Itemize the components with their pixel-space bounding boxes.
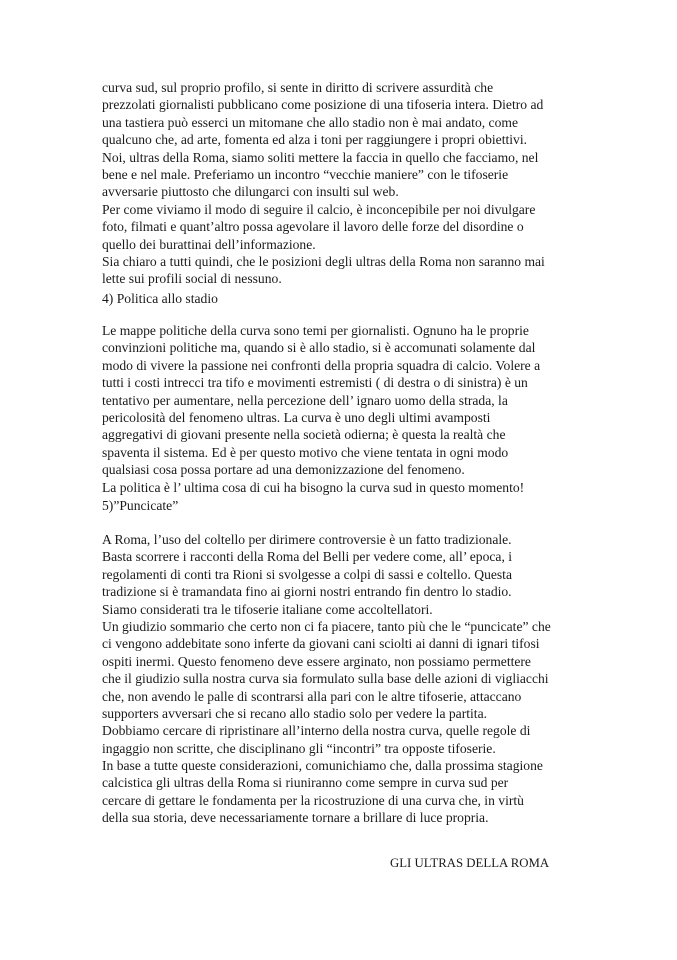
text-line: ospiti inermi. Questo fenomeno deve essere arginato, non possiamo permettere <box>102 653 531 669</box>
section-heading-puncicate: 5)”Puncicate” <box>102 498 179 513</box>
text-line: Sia chiaro a tutti quindi, che le posizioni degli ultras della Roma non saranno mai <box>102 254 545 270</box>
text-line: qualcuno che, ad arte, fomenta ed alza i toni per raggiungere i propri obiettivi. <box>102 132 528 148</box>
text-line: pericolosità del fenomeno ultras. La curva è uno degli ultimi avamposti <box>102 410 491 426</box>
text-line: bene e nel male. Preferiamo un incontro “vecchie maniere” con le tifoserie <box>102 167 509 183</box>
section-heading-politics: 4) Politica allo stadio <box>102 291 218 306</box>
text-line: regolamenti di conti tra Rioni si svolgesse a colpi di sassi e coltello. Questa <box>102 566 512 582</box>
text-line: della sua storia, deve necessariamente tornare a brillare di luce propria. <box>102 810 489 826</box>
text-line: Noi, ultras della Roma, siamo soliti mettere la faccia in quello che facciamo, nel <box>102 149 539 165</box>
paragraph-web-profiles <box>102 79 577 288</box>
text-line: curva sud, sul proprio profilo, si sente in diritto di scrivere assurdità che <box>102 80 494 95</box>
text-line: modo di vivere la passione nei confronti della propria squadra di calcio. Volere a <box>102 357 541 373</box>
text-line: Basta scorrere i racconti della Roma del Belli per vedere come, all’ epoca, i <box>102 549 513 565</box>
text-line: spaventa il sistema. Ed è per questo motivo che viene tentata in ogni modo <box>102 444 509 460</box>
paragraph-puncicate <box>102 531 577 757</box>
text-line: avversarie piuttosto che dilungarci con insulti sul web. <box>102 184 399 200</box>
text-line: tradizione si è tramandata fino ai giorni nostri entrando fin dentro lo stadio. <box>102 584 512 600</box>
text-line: tutti i costi intrecci tra tifo e movimenti estremisti ( di destra o di sinistra) è un <box>102 375 528 391</box>
text-line: qualsiasi cosa possa portare ad una demonizzazione del fenomeno. <box>102 462 465 478</box>
text-line: La politica è l’ ultima cosa di cui ha bisogno la curva sud in questo momento! <box>102 479 525 495</box>
text-line: Le mappe politiche della curva sono temi per giornalisti. Ognuno ha le proprie <box>102 323 529 338</box>
text-line: cercare di gettare le fondamenta per la ricostruzione di una curva che, in virtù <box>102 792 524 808</box>
text-line: calcistica gli ultras della Roma si riuniranno come sempre in curva sud per <box>102 775 509 791</box>
text-line: Un giudizio sommario che certo non ci fa piacere, tanto più che le “puncicate” che <box>102 619 551 635</box>
text-line: aggregativi di giovani presente nella società odierna; è questa la realtà che <box>102 427 506 443</box>
text-line: A Roma, l’uso del coltello per dirimere controversie è un fatto tradizionale. <box>102 532 512 547</box>
text-line: una tastiera può esserci un mitomane che allo stadio non è mai andato, come <box>102 114 518 130</box>
text-line: ci vengono addebitate sono inferte da giovani cani sciolti ai danni di ignari tifosi <box>102 636 540 652</box>
text-line: Dobbiamo cercare di ripristinare all’interno della nostra curva, quelle regole di <box>102 723 531 739</box>
signature: GLI ULTRAS DELLA ROMA <box>390 856 550 870</box>
text-line: quello dei burattinai dell’informazione. <box>102 236 316 252</box>
text-line: ingaggio non scritte, che disciplinano gli “incontri” tra opposte tifoserie. <box>102 740 496 756</box>
text-line: convinzioni politiche ma, quando si è allo stadio, si è accomunati solamente dal <box>102 340 536 356</box>
text-line: prezzolati giornalisti pubblicano come posizione di una tifoseria intera. Dietro ad <box>102 97 544 113</box>
text-line: tentativo per aumentare, nella percezione dell’ ignaro uomo della strada, la <box>102 392 508 408</box>
text-line: che, non avendo le palle di scontrarsi alla pari con le altre tifoserie, attaccano <box>102 688 522 704</box>
text-line: foto, filmati e quant’altro possa agevolare il lavoro delle forze del disordine o <box>102 219 524 235</box>
text-line: supporters avversari che si recano allo stadio solo per vedere la partita. <box>102 706 488 722</box>
text-line: Siamo considerati tra le tifoserie italiane come accoltellatori. <box>102 601 433 617</box>
paragraph-politics <box>102 322 577 496</box>
text-line: che il giudizio sulla nostra curva sia formulato sulla base delle azioni di vigliacchi <box>102 671 549 687</box>
text-line: Per come viviamo il modo di seguire il calcio, è inconcepibile per noi divulgare <box>102 201 536 217</box>
text-line: In base a tutte queste considerazioni, comunichiamo che, dalla prossima stagione <box>102 758 543 773</box>
text-line: lette sui profili social di nessuno. <box>102 271 282 287</box>
paragraph-conclusion <box>102 757 577 827</box>
